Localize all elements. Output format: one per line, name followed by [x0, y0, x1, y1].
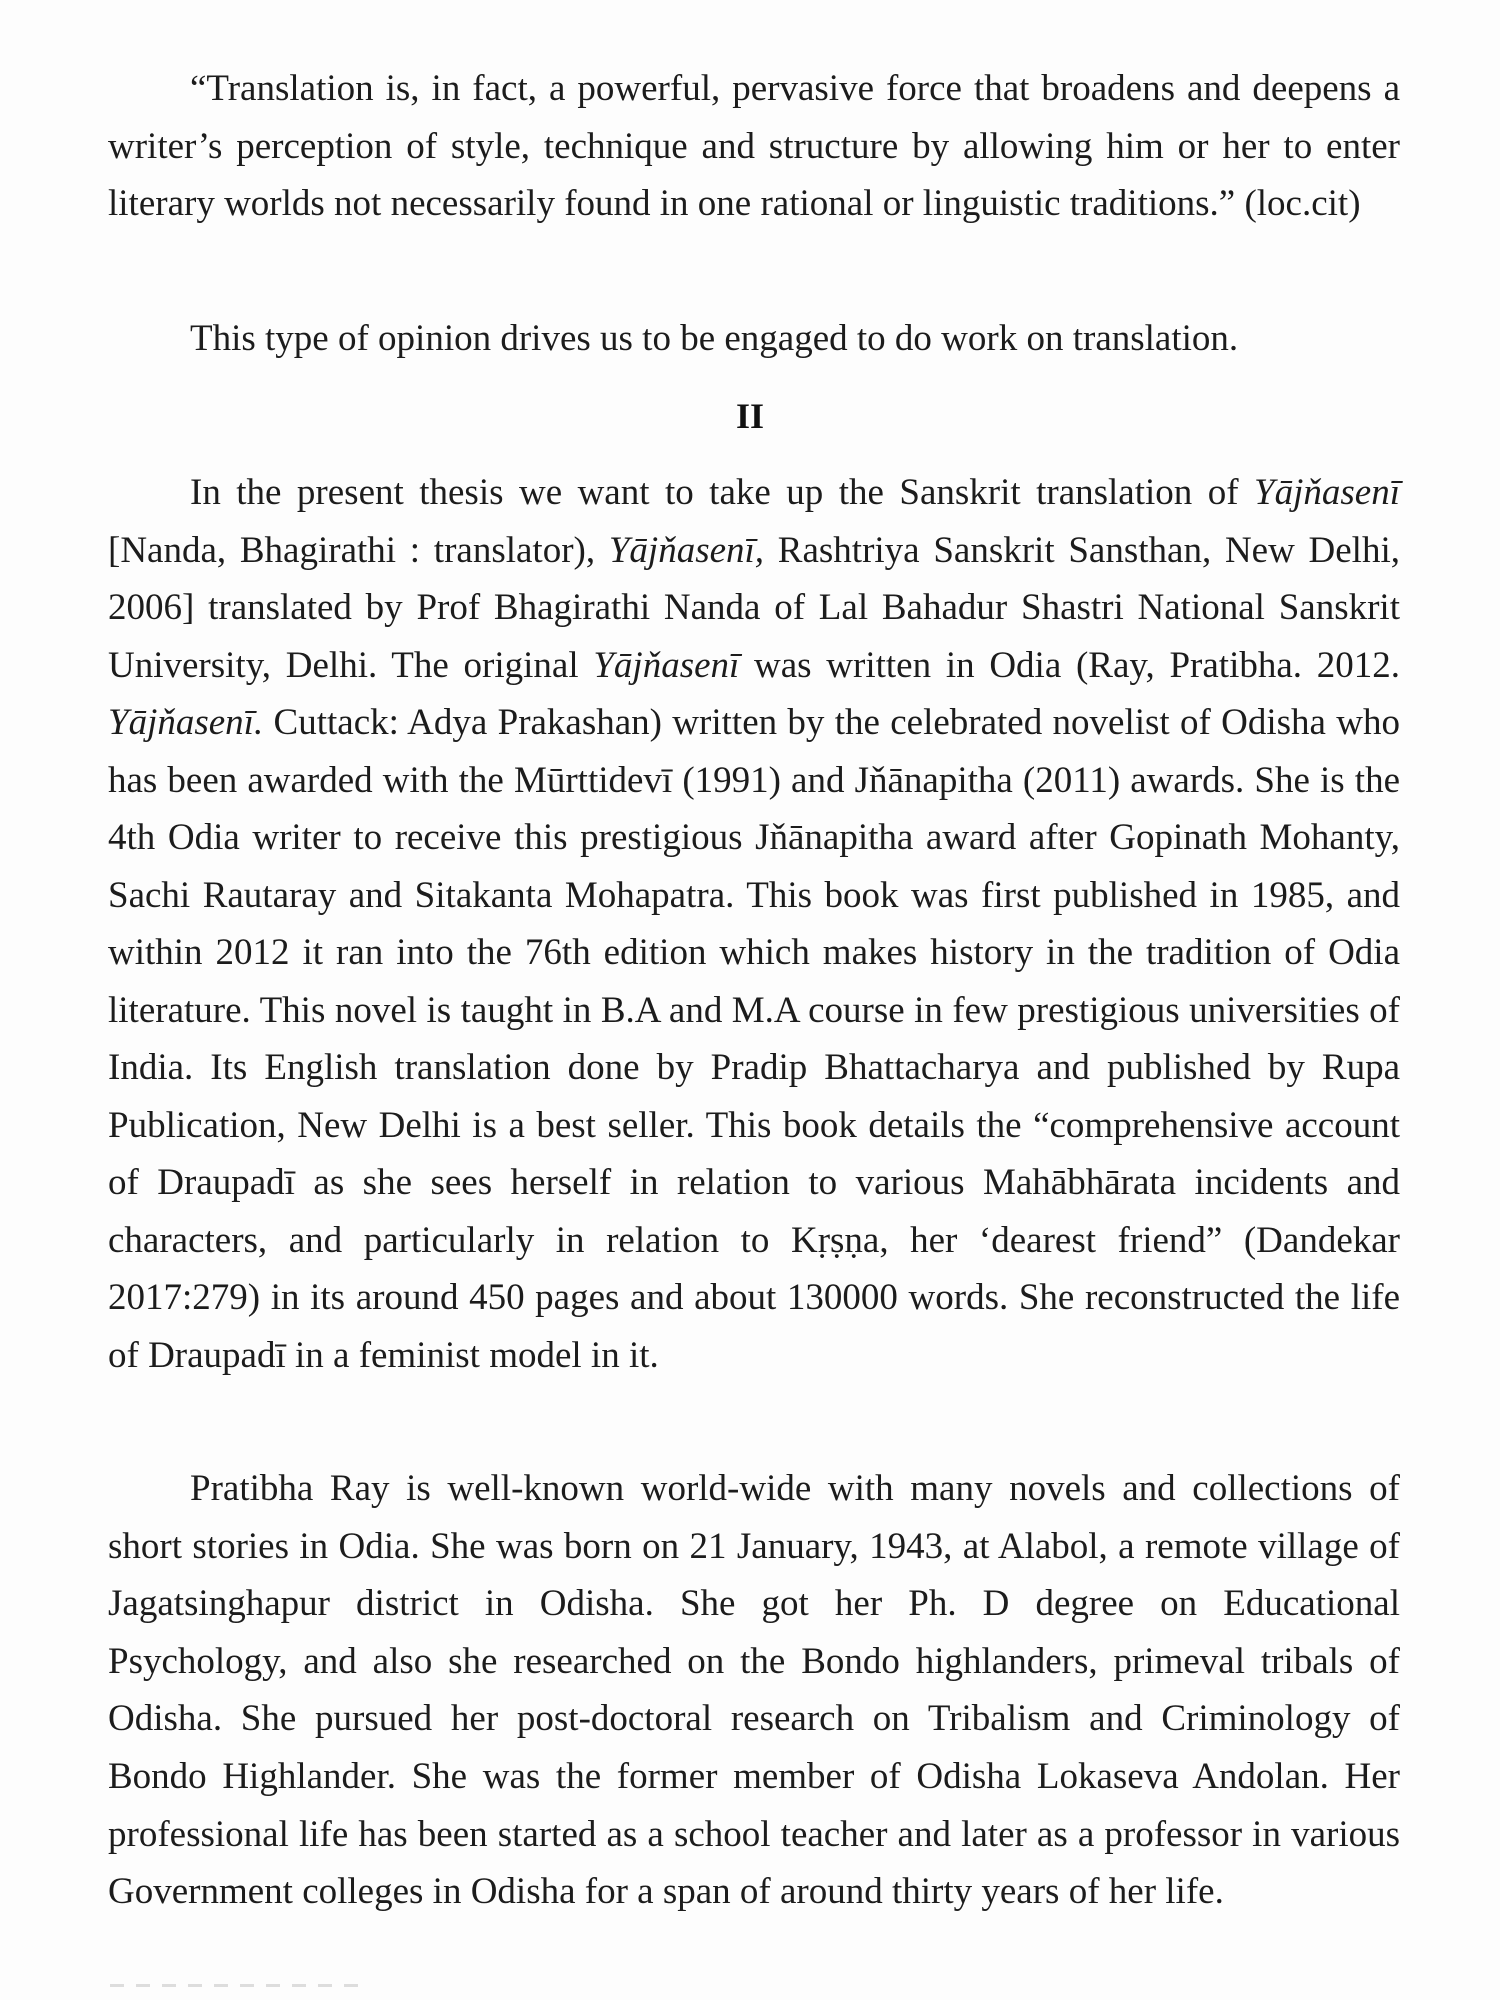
thesis-paragraph — [108, 464, 1400, 1384]
thesis-text-5: Rashtriya Sanskrit Sansthan, New Delhi, 2006] translated by Prof Bhagirathi Nanda of Lal Bahadur Shastri National Sanskrit University, Delhi. The original — [108, 529, 1400, 686]
thesis-text-3: [Nanda, Bhagirathi : translator), — [108, 529, 609, 571]
book-title-italic: Yājňasenī — [593, 644, 740, 686]
biography-paragraph: Pratibha Ray is well-known world-wide with many novels and collections of short stories in Odia. She was born on 21 January, 1943, at Alabol, a remote village of Jagatsinghapur district in Odisha. She got her Ph. D degree on Educational Psychology, and also she researched on the Bondo highlanders, primeval tribals of Odisha. She pursued her post-doctoral research on Tribalism and Criminology of Bondo Highlander. She was the former member of Odisha Lokaseva Andolan. Her professional life has been started as a school teacher and later as a professor in various Government colleges in Odisha for a span of around thirty years of her life. — [108, 1468, 1400, 1913]
quote-paragraph: “Translation is, in fact, a powerful, pervasive force that broadens and deepens a writer’s perception of style, technique and structure by allowing him or her to enter literary worlds not necessarily found in one rational or linguistic traditions.” (loc.cit) — [108, 68, 1400, 224]
thesis-text-1: In the present thesis we want to take up the Sanskrit translation of — [190, 472, 1255, 513]
opinion-paragraph: This type of opinion drives us to be engaged to do work on translation. — [190, 318, 1239, 359]
book-title-italic: Yājňasenī, — [608, 529, 765, 571]
book-title-italic: Yājňasenī. — [108, 702, 264, 743]
section-heading: II — [735, 396, 765, 436]
thesis-text-9: Cuttack: Adya Prakashan) written by the celebrated novelist of Odisha who has been awarded with the Mūrttidevī (1991) and Jňānapitha (2011) awards. She is the 4th Odia writer to receive this prestigious Jňānapitha award after Gopinath Mohanty, Sachi Rautaray and Sitakanta Mohapatra. This book was first published in 1985, and within 2012 it ran into the 76th edition which makes history in the tradition of Odia literature. This novel is taught in B.A and M.A course in few prestigious universities of India. Its English translation done by Pradip Bhattacharya and published by Rupa Publication, New Delhi is a best seller. This book details the “comprehensive account of Draupadī as she sees herself in relation to various Mahābhārata incidents and characters, and particularly in relation to Kṛṣṇa, her ‘dearest friend” (Dandekar 2017:279) in its around 450 pages and about 130000 words. She reconstructed the life of Draupadī in a feminist model in it. — [108, 702, 1400, 1376]
thesis-text-7: was written in Odia (Ray, Pratibha. 2012. — [739, 644, 1400, 686]
book-title-italic: Yājňasenī — [1254, 472, 1400, 513]
scan-smudge — [110, 1984, 360, 1987]
